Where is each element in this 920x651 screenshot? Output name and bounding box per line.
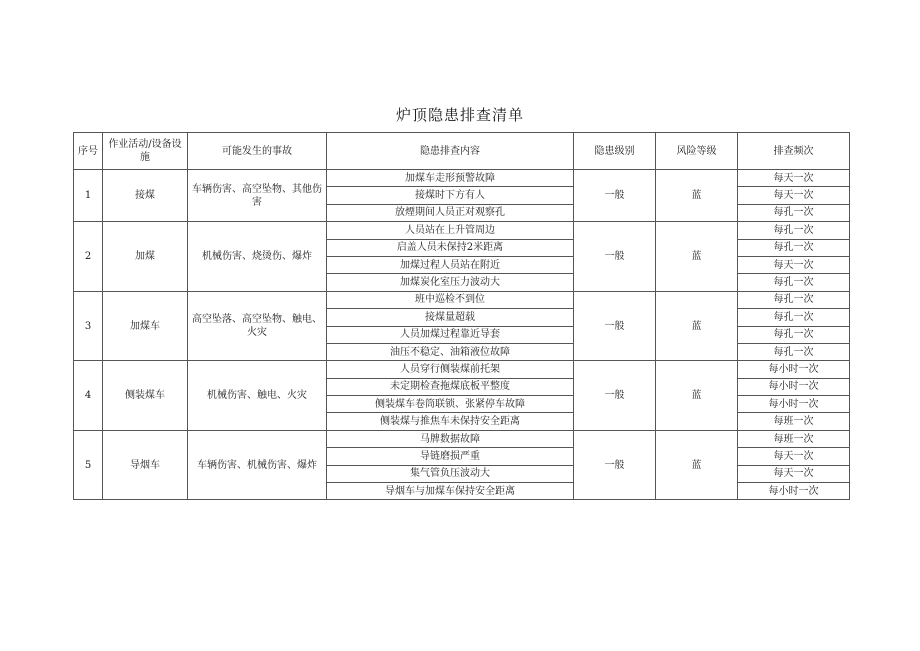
row-content: 人员站在上升管周边 xyxy=(327,222,574,239)
row-frequency: 每孔一次 xyxy=(738,309,850,326)
row-content: 启盖人员未保持2米距离 xyxy=(327,239,574,256)
row-frequency: 每孔一次 xyxy=(738,274,850,291)
group-seq: 3 xyxy=(74,291,103,361)
row-content: 集气管负压波动大 xyxy=(327,465,574,482)
row-content: 接煤时下方有人 xyxy=(327,187,574,204)
row-frequency: 每天一次 xyxy=(738,448,850,465)
header-seq: 序号 xyxy=(74,133,103,170)
row-frequency: 每小时一次 xyxy=(738,483,850,500)
hazard-checklist-table xyxy=(73,132,850,500)
group-seq: 4 xyxy=(74,361,103,431)
group-accident: 车辆伤害、高空坠物、其他伤害 xyxy=(188,170,327,222)
table-header-row xyxy=(74,133,850,170)
row-frequency: 每小时一次 xyxy=(738,361,850,378)
row-frequency: 每小时一次 xyxy=(738,396,850,413)
group-risk-level: 蓝 xyxy=(656,361,738,431)
row-frequency: 每小时一次 xyxy=(738,378,850,395)
row-content: 导链磨损严重 xyxy=(327,448,574,465)
group-accident: 机械伤害、烧烫伤、爆炸 xyxy=(188,222,327,292)
row-content: 侧装煤车卷筒联锁、张紧停车故障 xyxy=(327,396,574,413)
row-content: 人员穿行侧装煤前托架 xyxy=(327,361,574,378)
group-risk-level: 蓝 xyxy=(656,430,738,500)
row-frequency: 每天一次 xyxy=(738,465,850,482)
group-activity: 导烟车 xyxy=(103,430,188,500)
group-seq: 2 xyxy=(74,222,103,292)
row-frequency: 每孔一次 xyxy=(738,291,850,308)
row-content: 油压不稳定、油箱液位故障 xyxy=(327,343,574,360)
group-seq: 1 xyxy=(74,170,103,222)
table-row xyxy=(74,170,850,187)
row-frequency: 每天一次 xyxy=(738,187,850,204)
row-frequency: 每孔一次 xyxy=(738,222,850,239)
group-hazard-level: 一般 xyxy=(574,222,656,292)
row-content: 未定期检查拖煤底板平整度 xyxy=(327,378,574,395)
group-accident: 机械伤害、触电、火灾 xyxy=(188,361,327,431)
row-frequency: 每班一次 xyxy=(738,413,850,430)
row-frequency: 每孔一次 xyxy=(738,239,850,256)
row-content: 班中巡检不到位 xyxy=(327,291,574,308)
table-row xyxy=(74,222,850,239)
group-risk-level: 蓝 xyxy=(656,222,738,292)
header-frequency: 排查频次 xyxy=(738,133,850,170)
row-frequency: 每天一次 xyxy=(738,170,850,187)
row-content: 人员加煤过程靠近导套 xyxy=(327,326,574,343)
group-activity: 加煤车 xyxy=(103,291,188,361)
table-row xyxy=(74,291,850,308)
row-frequency: 每孔一次 xyxy=(738,326,850,343)
group-activity: 加煤 xyxy=(103,222,188,292)
group-risk-level: 蓝 xyxy=(656,170,738,222)
group-seq: 5 xyxy=(74,430,103,500)
row-content: 放煙期间人员正对观察孔 xyxy=(327,204,574,221)
page-title: 炉顶隐患排查清单 xyxy=(395,106,524,124)
group-hazard-level: 一般 xyxy=(574,291,656,361)
row-frequency: 每孔一次 xyxy=(738,204,850,221)
header-content: 隐患排查内容 xyxy=(327,133,574,170)
row-content: 侧装煤与推焦车未保持安全距离 xyxy=(327,413,574,430)
row-frequency: 每班一次 xyxy=(738,430,850,447)
row-content: 加煤炭化室压力波动大 xyxy=(327,274,574,291)
header-risk-level: 风险等级 xyxy=(656,133,738,170)
row-frequency: 每孔一次 xyxy=(738,343,850,360)
group-hazard-level: 一般 xyxy=(574,361,656,431)
group-accident: 高空坠落、高空坠物、触电、火灾 xyxy=(188,291,327,361)
header-activity: 作业活动/设备设施 xyxy=(103,133,188,170)
table-row xyxy=(74,430,850,447)
row-content: 导烟车与加煤车保持安全距离 xyxy=(327,483,574,500)
group-activity: 接煤 xyxy=(103,170,188,222)
row-content: 加煤车走形预警故障 xyxy=(327,170,574,187)
group-risk-level: 蓝 xyxy=(656,291,738,361)
group-activity: 侧装煤车 xyxy=(103,361,188,431)
header-accident: 可能发生的事故 xyxy=(188,133,327,170)
table-row xyxy=(74,361,850,378)
row-frequency: 每天一次 xyxy=(738,256,850,273)
row-content: 加煤过程人员站在附近 xyxy=(327,256,574,273)
group-hazard-level: 一般 xyxy=(574,170,656,222)
group-hazard-level: 一般 xyxy=(574,430,656,500)
group-accident: 车辆伤害、机械伤害、爆炸 xyxy=(188,430,327,500)
row-content: 马牌数据故障 xyxy=(327,430,574,447)
row-content: 接煤量超载 xyxy=(327,309,574,326)
header-hazard-level: 隐患级别 xyxy=(574,133,656,170)
